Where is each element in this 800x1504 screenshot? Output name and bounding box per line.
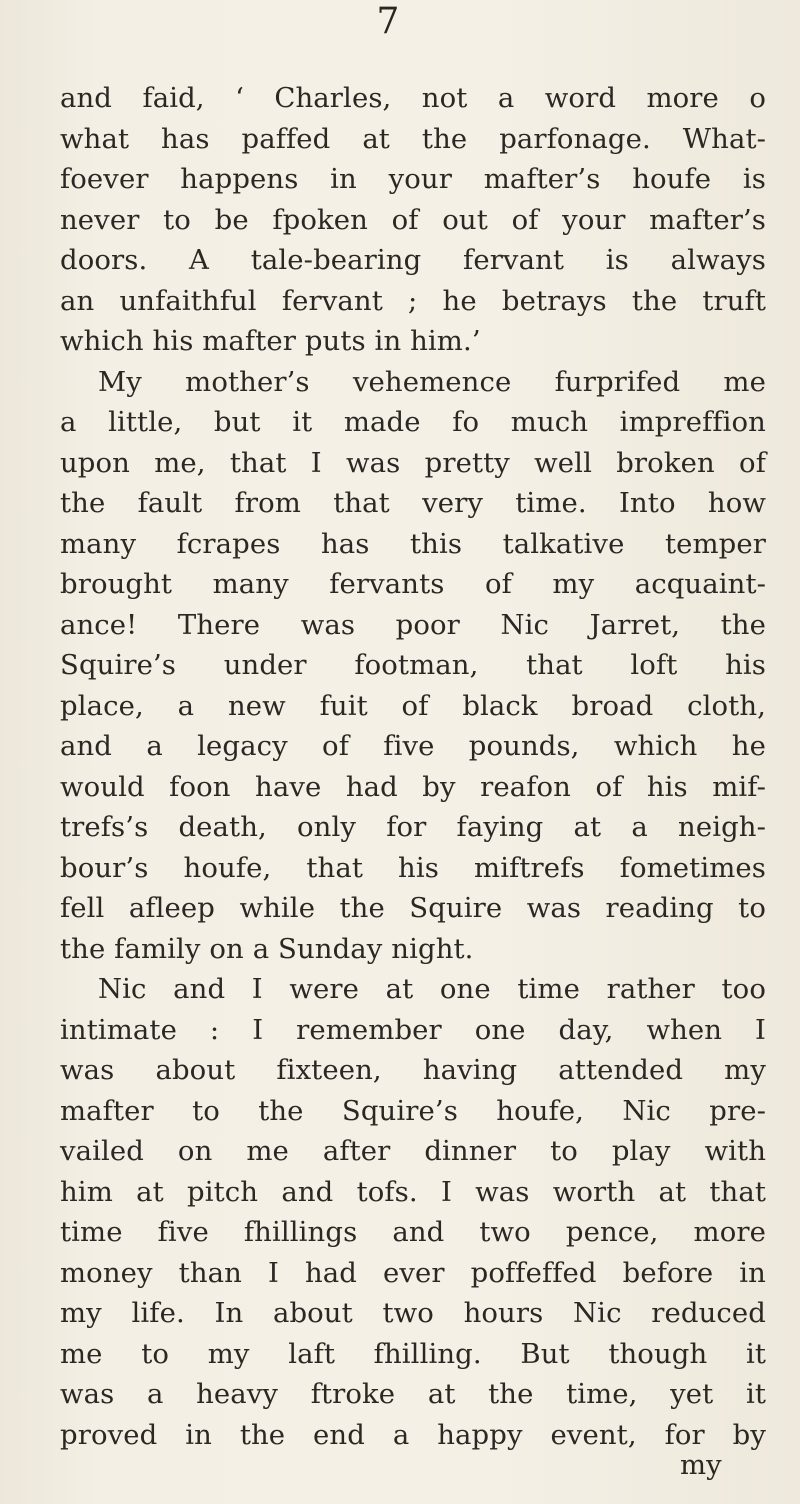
text-line: was a heavy ftroke at the time, yet it <box>60 1378 766 1410</box>
text-line: me to my laft fhilling. But though it <box>60 1337 766 1370</box>
page-number: 7 <box>376 1 400 42</box>
text-line: the family on a Sunday night. <box>60 932 474 965</box>
text-line: bour’s houfe, that his miftrefs fometimes <box>60 851 766 884</box>
text-line: time five fhillings and two pence, more <box>60 1216 766 1248</box>
text-line: the fault from that very time. Into how <box>60 487 766 519</box>
text-line: mafter to the Squire’s houfe, Nic pre- <box>60 1094 766 1127</box>
catchword: my <box>680 1449 722 1481</box>
text-line: trefs’s death, only for faying at a neigh- <box>60 811 766 843</box>
text-line: intimate : I remember one day, when I <box>60 1013 766 1046</box>
text-line: and a legacy of five pounds, which he <box>60 730 766 762</box>
text-line: ance! There was poor Nic Jarret, the <box>60 608 766 641</box>
text-line: my life. In about two hours Nic reduced <box>60 1297 766 1329</box>
text-line: a little, but it made fo much impreffion <box>60 406 766 438</box>
text-line: would foon have had by reafon of his mif- <box>60 770 766 803</box>
text-line: many fcrapes has this talkative temper <box>60 527 766 560</box>
text-line: doors. A tale-bearing fervant is always <box>60 244 766 276</box>
text-line: money than I had ever poffeffed before in <box>60 1256 766 1289</box>
text-line: Nic and I were at one time rather too <box>98 973 766 1005</box>
text-line: Squire’s under footman, that loft his <box>60 649 766 681</box>
text-line: an unfaithful fervant ; he betrays the truft <box>60 284 766 317</box>
text-line: foever happens in your mafter’s houfe is <box>60 163 766 195</box>
body-text <box>60 78 766 1455</box>
text-line: was about fixteen, having attended my <box>60 1054 766 1086</box>
text-line: him at pitch and tofs. I was worth at that <box>60 1175 766 1208</box>
text-line: fell afleep while the Squire was reading to <box>60 892 766 924</box>
text-line: proved in the end a happy event, for by <box>60 1418 766 1451</box>
text-line: and faid, ‘ Charles, not a word more o <box>60 82 766 114</box>
text-line: place, a new fuit of black broad cloth, <box>60 689 766 722</box>
text-line: vailed on me after dinner to play with <box>60 1135 766 1167</box>
text-line: never to be fpoken of out of your mafter’s <box>60 203 766 236</box>
text-line: brought many fervants of my acquaint- <box>60 568 766 600</box>
text-line: which his mafter puts in him.’ <box>60 325 481 357</box>
text-line: upon me, that I was pretty well broken of <box>60 446 766 479</box>
text-line: My mother’s vehemence furprifed me <box>98 365 766 398</box>
text-line: what has paffed at the parfonage. What- <box>60 122 766 155</box>
